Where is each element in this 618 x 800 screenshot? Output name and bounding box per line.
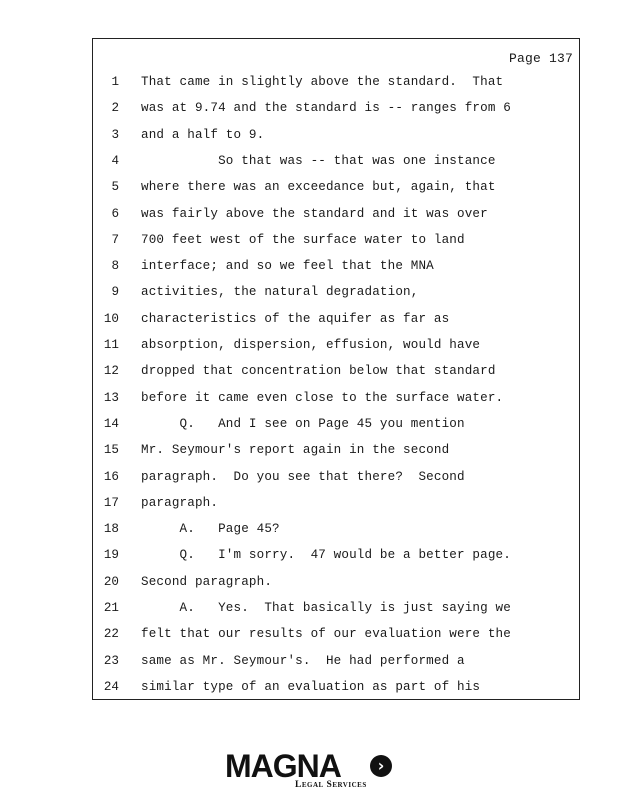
line-number: 4	[111, 153, 119, 168]
line-text: similar type of an evaluation as part of his	[141, 679, 481, 694]
line-text: same as Mr. Seymour's. He had performed a	[141, 653, 465, 668]
magna-logo	[225, 748, 397, 792]
line-text: 700 feet west of the surface water to land	[141, 232, 465, 247]
line-number: 3	[111, 127, 119, 142]
line-number: 10	[103, 311, 119, 326]
line-number: 22	[103, 627, 119, 642]
transcript-page	[92, 38, 580, 700]
line-text: paragraph. Do you see that there? Second	[141, 469, 465, 484]
line-number: 23	[103, 653, 119, 668]
line-number: 16	[103, 469, 119, 484]
line-text: So that was -- that was one instance	[141, 153, 496, 168]
line-text: A. Yes. That basically is just saying we	[141, 601, 511, 615]
line-text: dropped that concentration below that standard	[141, 364, 496, 379]
chevron-right-icon: ›	[370, 755, 392, 777]
line-number: 7	[111, 232, 119, 247]
line-number: 1	[111, 75, 119, 89]
line-number: 24	[103, 679, 119, 694]
line-number: 6	[111, 206, 119, 221]
line-text: and a half to 9.	[141, 127, 265, 142]
line-number: 5	[111, 180, 119, 195]
line-text: Second paragraph.	[141, 574, 273, 589]
line-number: 2	[111, 101, 119, 116]
line-number: 11	[103, 338, 119, 352]
line-number: 12	[103, 364, 119, 379]
line-number: 14	[103, 416, 119, 431]
line-text: characteristics of the aquifer as far as	[141, 311, 450, 326]
line-text: activities, the natural degradation,	[141, 285, 419, 300]
line-number: 8	[111, 259, 119, 274]
line-number: 21	[103, 601, 119, 615]
line-number: 15	[103, 443, 119, 458]
line-text: felt that our results of our evaluation were the	[141, 627, 511, 642]
line-text: interface; and so we feel that the MNA	[141, 259, 434, 274]
line-text: before it came even close to the surface water.	[141, 390, 504, 405]
line-text: absorption, dispersion, effusion, would have	[141, 338, 481, 352]
page-number: Page 137	[508, 51, 573, 66]
line-number: 13	[103, 390, 119, 405]
line-text: where there was an exceedance but, again, that	[141, 180, 496, 195]
line-number: 18	[103, 522, 119, 537]
line-number: 20	[103, 574, 119, 589]
line-number: 17	[103, 495, 119, 510]
logo-wordmark: MAGNA	[225, 748, 341, 784]
line-text: Mr. Seymour's report again in the second	[141, 443, 450, 458]
line-number: 19	[103, 548, 119, 563]
line-text: was at 9.74 and the standard is -- ranges from 6	[141, 101, 511, 116]
line-text: That came in slightly above the standard. That	[141, 75, 504, 89]
line-text: Q. And I see on Page 45 you mention	[141, 416, 465, 431]
line-number: 9	[111, 285, 119, 300]
line-text: A. Page 45?	[141, 522, 280, 537]
line-text: was fairly above the standard and it was over	[141, 206, 488, 221]
line-text: Q. I'm sorry. 47 would be a better page.	[141, 548, 511, 563]
line-text: paragraph.	[141, 495, 219, 510]
logo-subtitle: Legal Services	[295, 780, 367, 790]
